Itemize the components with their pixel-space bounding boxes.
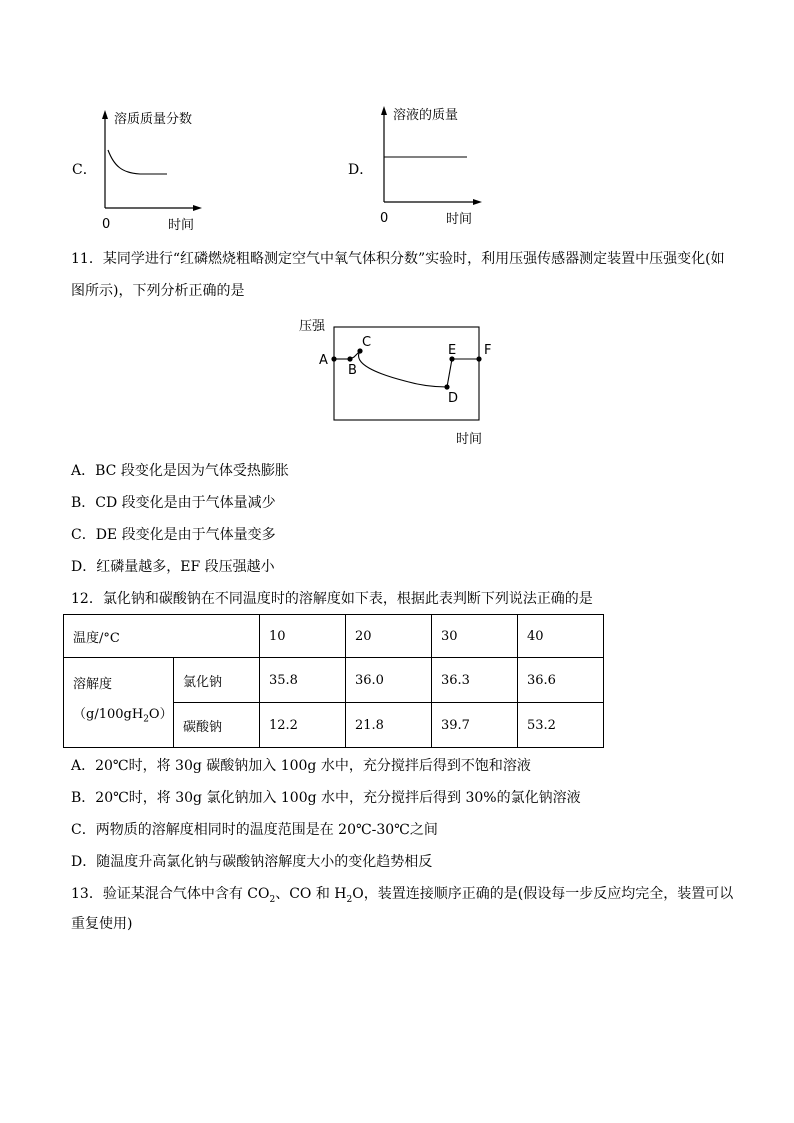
x-axis-label: 时间	[446, 212, 473, 227]
option-c-label: C．	[72, 162, 97, 178]
temp-cell: 40	[518, 615, 604, 658]
solubility-label-line2: $(g/100gH_2O)$	[73, 707, 173, 725]
solubility-table	[63, 614, 604, 748]
q12-stem: 12．氯化钠和碳酸钠在不同温度时的溶解度如下表，根据此表判断下列说法正确的是	[71, 591, 593, 607]
x-axis-label: 时间	[456, 432, 483, 447]
value-cell: 53.2	[518, 703, 604, 748]
q11-option-d: D．红磷量越多，EF 段压强越小	[71, 559, 275, 575]
label-a: A	[319, 353, 328, 368]
q12-option-c: C．两物质的溶解度相同时的温度范围是在 20℃-30℃之间	[71, 822, 438, 838]
value-cell: 39.7	[432, 703, 518, 748]
value-cell: 35.8	[260, 658, 346, 703]
origin-label: 0	[102, 217, 111, 232]
y-axis-label: 溶质质量分数	[114, 112, 193, 127]
value-cell: 12.2	[260, 703, 346, 748]
graph-d	[364, 100, 494, 230]
q12-option-b: B．20℃时，将 30g 氯化钠加入 100g 水中，充分搅拌后得到 30%的氯化钠溶液	[71, 790, 581, 806]
point-a	[331, 356, 336, 361]
label-f: F	[484, 343, 492, 358]
x-axis-label: 时间	[168, 218, 195, 233]
temp-header: 温度/°C	[64, 615, 260, 658]
option-d-label: D．	[348, 162, 374, 178]
temp-cell: 30	[432, 615, 518, 658]
q11-stem-line2: 图所示)，下列分析正确的是	[71, 283, 245, 299]
table-row	[64, 658, 604, 703]
point-b	[347, 356, 352, 361]
q11-option-a: A．BC 段变化是因为气体受热膨胀	[71, 463, 289, 479]
q11-option-c: C．DE 段变化是由于气体量变多	[71, 527, 276, 543]
value-cell: 36.6	[518, 658, 604, 703]
solubility-label	[64, 658, 174, 748]
origin-label: 0	[380, 211, 389, 226]
label-b: B	[348, 363, 357, 378]
table-row	[64, 615, 604, 658]
x-arrow	[473, 199, 482, 205]
segment-de	[447, 359, 452, 387]
substance-name: 氯化钠	[174, 658, 260, 703]
value-cell: 36.0	[346, 658, 432, 703]
label-c: C	[362, 335, 372, 350]
q13-stem-line2: 重复使用)	[71, 916, 133, 932]
graph-c	[88, 104, 208, 234]
pressure-chart	[290, 312, 510, 452]
point-f	[476, 356, 481, 361]
point-d	[444, 384, 449, 389]
q12-option-d: D．随温度升高氯化钠与碳酸钠溶解度大小的变化趋势相反	[71, 854, 433, 870]
q11-stem-line1: 11．某同学进行“红磷燃烧粗略测定空气中氧气体积分数”实验时，利用压强传感器测定装置中压强变化(如	[71, 251, 725, 267]
temp-cell: 10	[260, 615, 346, 658]
solubility-label-line1: 溶解度	[73, 677, 113, 693]
substance-name: 碳酸钠	[174, 703, 260, 748]
y-axis-label: 溶液的质量	[393, 108, 459, 123]
q12-option-a: A．20℃时，将 30g 碳酸钠加入 100g 水中，充分搅拌后得到不饱和溶液	[71, 758, 531, 774]
temp-cell: 20	[346, 615, 432, 658]
label-e: E	[448, 343, 457, 358]
label-d: D	[448, 391, 459, 406]
curve	[108, 150, 167, 174]
q11-option-b: B．CD 段变化是由于气体量减少	[71, 495, 276, 511]
value-cell: 36.3	[432, 658, 518, 703]
x-arrow	[193, 205, 202, 211]
segment-cd	[359, 351, 447, 387]
q13-stem-line1: 13．验证某混合气体中含有 $CO_2$、CO 和 $H_2O$，装置连接顺序正确的是(假设每一步反应均完全，装置可以	[71, 886, 734, 905]
y-axis-label: 压强	[299, 319, 326, 334]
value-cell: 21.8	[346, 703, 432, 748]
